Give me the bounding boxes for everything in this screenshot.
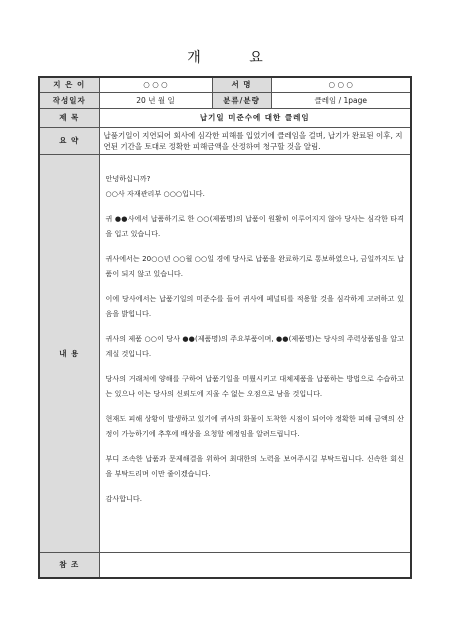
date-value: 20 년 월 일	[99, 92, 212, 108]
content-body	[99, 154, 411, 552]
content-paragraph: 감사합니다.	[105, 493, 143, 503]
category-value: 클레임 / 1page	[271, 92, 411, 108]
summary-text: 납품기일이 지연되어 회사에 심각한 피해를 입었기에 클레임을 걸며, 납기가 완료된 이후, 지연된 기간을 토대로 정확한 피해금액을 산정하여 청구할 것을 알림.	[99, 127, 411, 154]
content-paragraph: 이에 당사에서는 납품기일의 미준수를 들어 귀사에 페널티를 적용할 것을 심각하게 고려하고 있음을 밝힙니다.	[105, 293, 404, 318]
summary-label: 요 약	[39, 127, 99, 154]
content-paragraph: 당사의 거래처에 양해를 구하여 납품기일을 미뤘시키고 대체제품을 납품하는 방법으로 수습하고는 있으나 이는 당사의 신뢰도에 지울 수 없는 오점으로 남을 것입니다.	[105, 373, 404, 398]
author-value: ○ ○ ○	[99, 77, 212, 92]
content-paragraph: 현재도 피해 상황이 발생하고 있기에 귀사의 화물이 도착한 시점이 되어야 정확한 피해 금액의 산정이 가능하기에 추후에 배상을 요청할 예정임을 알려드립니다.	[105, 413, 404, 438]
subject-value: 납기일 미준수에 대한 클레임	[99, 108, 411, 127]
subject-label: 제 목	[39, 108, 99, 127]
overview-form	[38, 76, 412, 579]
content-paragraph: 귀 ●●사에서 납품하기로 한 ○○(제품명)의 납품이 원활히 이루어지지 않아 당사는 심각한 타격을 입고 있습니다.	[105, 213, 404, 238]
signer-value: ○ ○ ○	[271, 77, 411, 92]
content-paragraph: 부디 조속한 납품과 문제해결을 위하여 최대한의 노력을 보여주시길 부탁드립니다. 신속한 회신을 부탁드리며 이만 줄이겠습니다.	[105, 453, 404, 478]
content-paragraph: 귀사의 제품 ○○이 당사 ●●(제품명)의 주요부품이며, ●●(제품명)는 당사의 주력상품임을 알고 계실 것입니다.	[105, 333, 404, 358]
reference-value	[99, 552, 411, 578]
reference-label: 참 조	[39, 552, 99, 578]
author-label: 지 은 이	[39, 77, 99, 92]
category-label: 분류/분량	[212, 92, 271, 108]
date-label: 작성일자	[39, 92, 99, 108]
signer-label: 서 명	[212, 77, 271, 92]
document-title: 개 요	[187, 50, 285, 66]
content-label: 내 용	[39, 154, 99, 552]
content-paragraph: 귀사에서는 20○○년 ○○월 ○○일 경에 당사로 납품을 완료하기로 통보하였으나, 금일까지도 납품이 되지 않고 있습니다.	[105, 253, 404, 278]
content-paragraph: 안녕하십니까? ○○사 자재관리부 ○○○입니다.	[105, 173, 205, 198]
